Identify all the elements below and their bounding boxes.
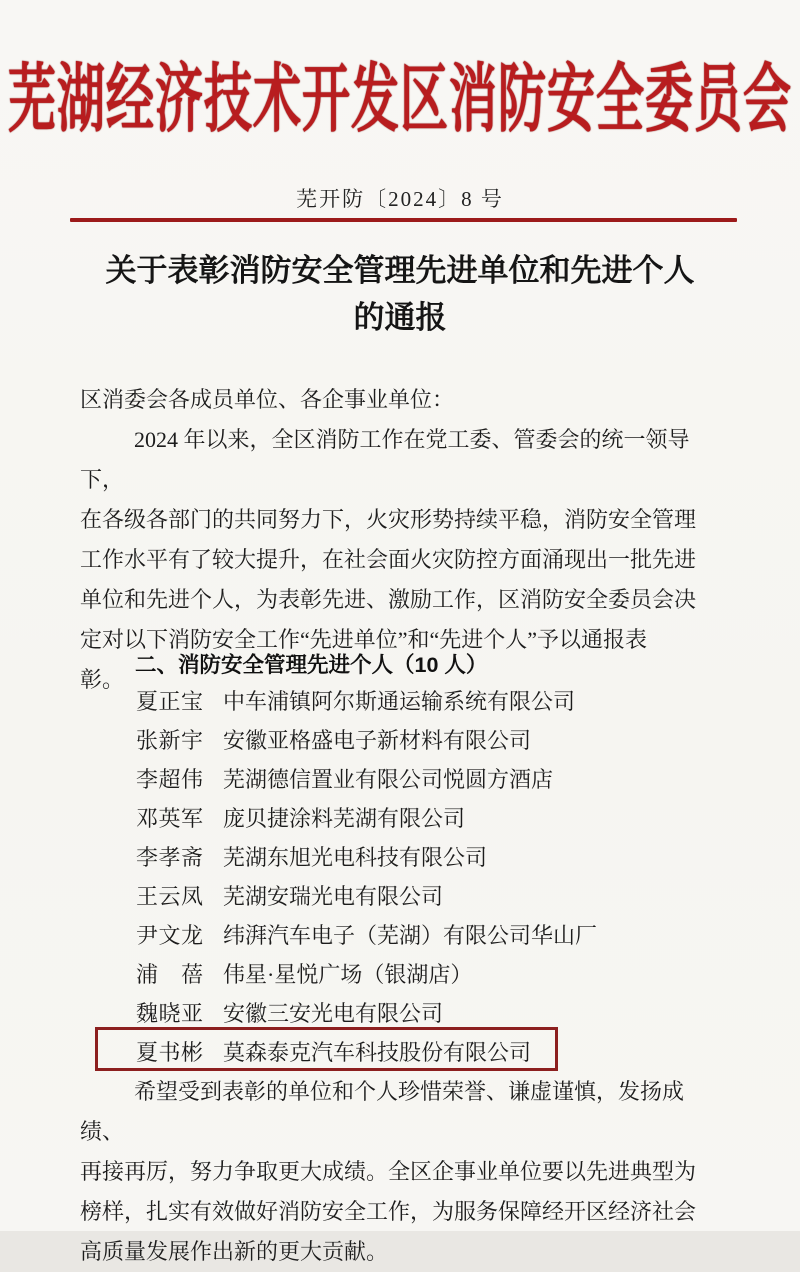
awardee-company: 芜湖东旭光电科技有限公司 xyxy=(223,845,488,870)
awardee-row xyxy=(136,682,597,721)
paragraph-line: 再接再厉，努力争取更大成绩。全区企事业单位要以先进典型为 xyxy=(80,1159,697,1184)
paragraph-line: 榜样，扎实有效做好消防安全工作，为服务保障经开区经济社会 xyxy=(80,1199,697,1224)
awardee-name: 张新宇 xyxy=(136,728,203,753)
awardee-company: 安徽亚格盛电子新材料有限公司 xyxy=(223,728,532,753)
awardee-row xyxy=(136,760,597,799)
paragraph-line: 单位和先进个人，为表彰先进、激励工作，区消防安全委员会决 xyxy=(80,587,697,612)
red-divider-rule xyxy=(70,218,737,222)
awardee-name: 浦蓓 xyxy=(136,962,203,987)
awardee-name: 王云凤 xyxy=(136,884,203,909)
awardee-company: 安徽三安光电有限公司 xyxy=(223,1001,444,1026)
awardee-name: 李超伟 xyxy=(136,767,203,792)
document-title xyxy=(0,247,800,341)
paragraph-line: 彰。 xyxy=(80,667,125,692)
paragraph-line: 2024 年以来，全区消防工作在党工委、管委会的统一领导下， xyxy=(80,427,690,492)
awardee-company: 芜湖安瑞光电有限公司 xyxy=(223,884,444,909)
paragraph-line: 在各级各部门的共同努力下，火灾形势持续平稳，消防安全管理 xyxy=(80,507,697,532)
paragraph-line: 高质量发展作出新的更大贡献。 xyxy=(80,1239,389,1264)
awardee-company: 庞贝捷涂料芜湖有限公司 xyxy=(223,806,466,831)
document-title-line-1: 关于表彰消防安全管理先进单位和先进个人 xyxy=(105,253,695,288)
awardee-name: 夏正宝 xyxy=(136,689,203,714)
awardee-row xyxy=(136,799,597,838)
document-number: 芜开防〔2024〕8 号 xyxy=(296,187,504,211)
awardee-row xyxy=(136,721,597,760)
awardee-list xyxy=(136,682,597,1072)
document-header-org-title: 芜湖经济技术开发区消防安全委员会 xyxy=(7,59,792,142)
awardee-row xyxy=(136,877,597,916)
awardee-name: 尹文龙 xyxy=(136,923,203,948)
document-title-line-2: 的通报 xyxy=(353,300,447,335)
awardee-name: 李孝斋 xyxy=(136,845,203,870)
awardee-row xyxy=(136,916,597,955)
awardee-name: 魏晓亚 xyxy=(136,1001,203,1026)
paragraph-line: 工作水平有了较大提升，在社会面火灾防控方面涌现出一批先进 xyxy=(80,547,697,572)
awardee-company: 中车浦镇阿尔斯通运输系统有限公司 xyxy=(223,689,576,714)
awardee-company: 莫森泰克汽车科技股份有限公司 xyxy=(223,1040,532,1065)
awardee-company: 纬湃汽车电子（芜湖）有限公司华山厂 xyxy=(223,923,598,948)
awardee-company: 伟星·星悦广场（银湖店） xyxy=(223,962,473,987)
awardee-row xyxy=(136,994,597,1033)
awardee-row xyxy=(136,838,597,877)
section-heading: 二、消防安全管理先进个人（10 人） xyxy=(135,653,488,677)
awardee-name: 邓英军 xyxy=(136,806,203,831)
awardee-row xyxy=(136,955,597,994)
paragraph-line: 定对以下消防安全工作“先进单位”和“先进个人”予以通报表 xyxy=(80,627,648,652)
salutation-line: 区消委会各成员单位、各企事业单位： xyxy=(80,387,455,412)
body-closing-block xyxy=(80,1072,714,1272)
awardee-row-highlighted xyxy=(136,1033,597,1072)
awardee-name: 夏书彬 xyxy=(136,1040,203,1065)
paragraph-line: 希望受到表彰的单位和个人珍惜荣誉、谦虚谨慎，发扬成绩、 xyxy=(80,1079,685,1144)
awardee-company: 芜湖德信置业有限公司悦圆方酒店 xyxy=(223,767,554,792)
